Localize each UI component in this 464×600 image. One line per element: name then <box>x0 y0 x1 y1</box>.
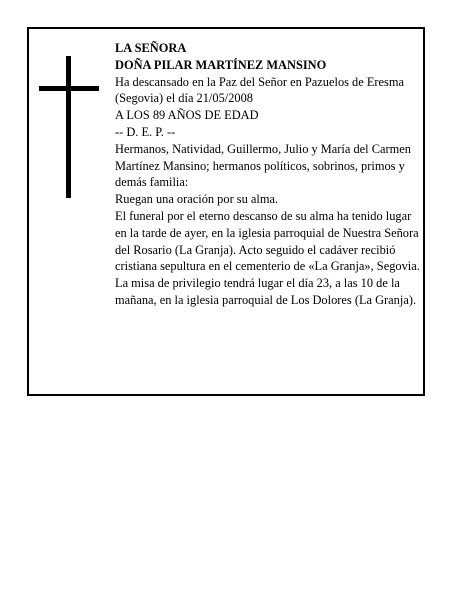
age-at-death: A LOS 89 AÑOS DE EDAD <box>115 108 259 123</box>
family-list: Hermanos, Natividad, Guillermo, Julio y María del Carmen Martínez Mansino; hermanos políticos, sobrinos, primos y demás familia: <box>115 141 411 190</box>
cross-icon <box>39 56 99 198</box>
cross-vertical-bar <box>66 56 71 198</box>
notice-title-honorific: LA SEÑORA <box>115 41 187 55</box>
obituary-notice <box>27 27 425 396</box>
death-announcement: Ha descansado en la Paz del Señor en Pazuelos de Eresma (Segovia) el día 21/05/2008 <box>115 74 405 106</box>
funeral-details: El funeral por el eterno descanso de su alma ha tenido lugar en la tarde de ayer, en la iglesia parroquial de Nuestra Señora del Rosario (La Granja). Acto seguido el cadáver recibió cristiana sepultura en el cementerio de «La Granja», Segovia. <box>115 208 420 274</box>
mass-details: La misa de privilegio tendrá lugar el día 23, a las 10 de la mañana, en la iglesia parroquial de Los Dolores (La Granja). <box>115 276 417 307</box>
deceased-name: DOÑA PILAR MARTÍNEZ MANSINO <box>115 57 327 72</box>
prayer-request: Ruegan una oración por su alma. <box>115 192 279 207</box>
notice-text <box>115 40 421 309</box>
rip-line: -- D. E. P. -- <box>115 124 176 139</box>
cross-horizontal-bar <box>39 86 99 91</box>
